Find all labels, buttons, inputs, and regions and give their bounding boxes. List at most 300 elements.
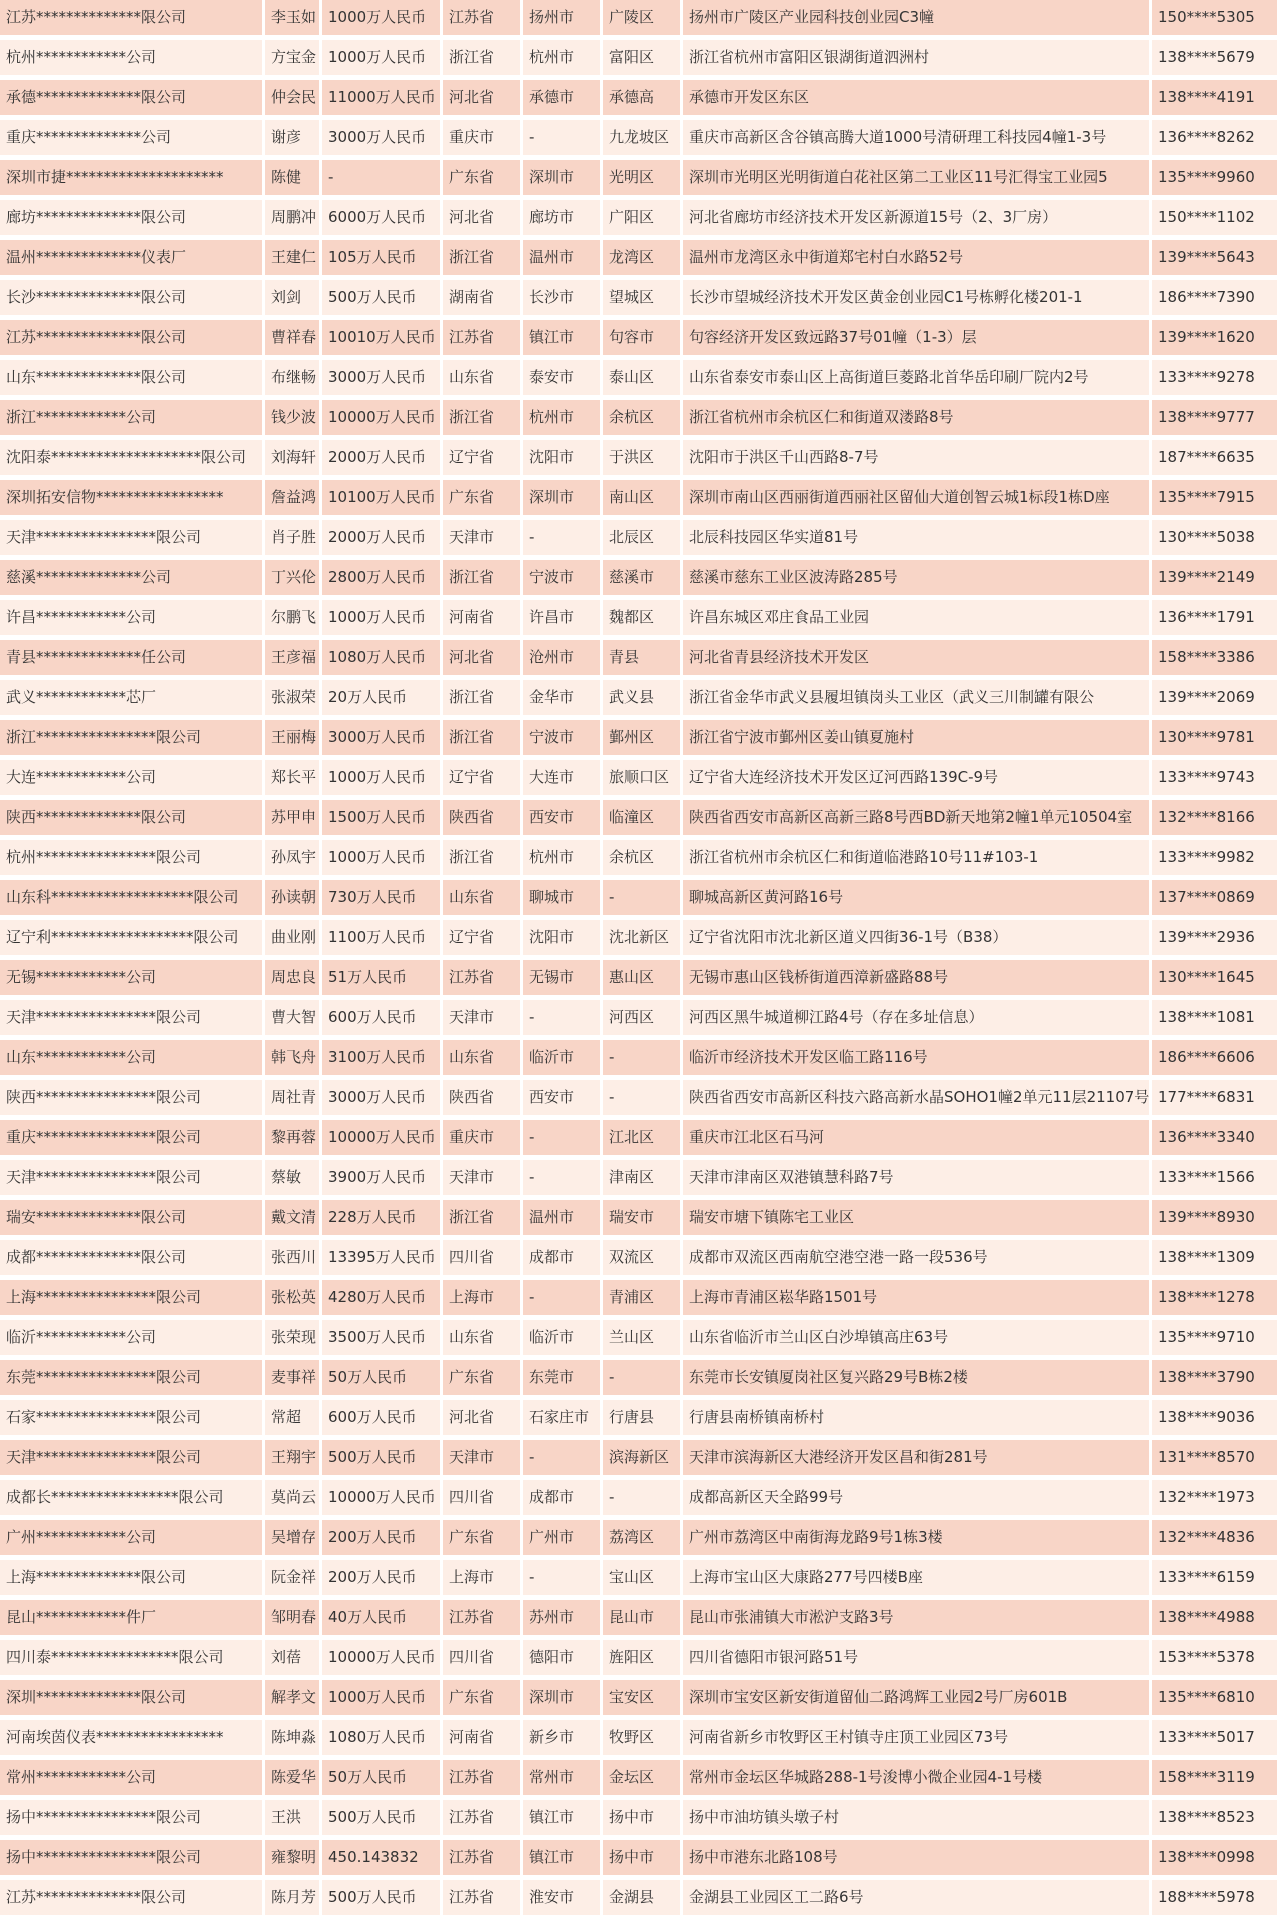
phone-cell: 138****1309 — [1152, 1240, 1277, 1275]
contact-cell: 布继畅 — [265, 360, 319, 395]
phone-cell: 137****0869 — [1152, 880, 1277, 915]
city-cell: - — [523, 1000, 600, 1035]
city-cell: 成都市 — [523, 1240, 600, 1275]
capital-cell: 1000万人民币 — [322, 1680, 440, 1715]
capital-cell: 1100万人民币 — [322, 920, 440, 955]
contact-cell: 周忠良 — [265, 960, 319, 995]
table-row — [0, 240, 1277, 275]
contact-cell: 陈月芳 — [265, 1880, 319, 1915]
contact-cell: 张西川 — [265, 1240, 319, 1275]
city-cell: - — [523, 1280, 600, 1315]
phone-cell: 136****8262 — [1152, 120, 1277, 155]
district-cell: 龙湾区 — [603, 240, 680, 275]
district-cell: 旅顺口区 — [603, 760, 680, 795]
district-cell: - — [603, 880, 680, 915]
district-cell: 于洪区 — [603, 440, 680, 475]
district-cell: 余杭区 — [603, 840, 680, 875]
district-cell: 广阳区 — [603, 200, 680, 235]
contact-cell: 戴文清 — [265, 1200, 319, 1235]
company-name-cell: 陕西****************限公司 — [0, 1080, 262, 1115]
phone-cell: 150****5305 — [1152, 0, 1277, 35]
table-row — [0, 1160, 1277, 1195]
city-cell: 镇江市 — [523, 320, 600, 355]
company-name-cell: 广州************公司 — [0, 1520, 262, 1555]
capital-cell: 3000万人民币 — [322, 360, 440, 395]
phone-cell: 133****9743 — [1152, 760, 1277, 795]
city-cell: 石家庄市 — [523, 1400, 600, 1435]
phone-cell: 135****9710 — [1152, 1320, 1277, 1355]
address-cell: 天津市津南区双港镇慧科路7号 — [683, 1160, 1149, 1195]
table-row — [0, 1880, 1277, 1915]
contact-cell: 周社青 — [265, 1080, 319, 1115]
capital-cell: 10000万人民币 — [322, 1640, 440, 1675]
city-cell: 深圳市 — [523, 160, 600, 195]
capital-cell: 228万人民币 — [322, 1200, 440, 1235]
district-cell: 北辰区 — [603, 520, 680, 555]
address-cell: 东莞市长安镇厦岗社区复兴路29号B栋2楼 — [683, 1360, 1149, 1395]
province-cell: 辽宁省 — [443, 440, 520, 475]
company-name-cell: 浙江****************限公司 — [0, 720, 262, 755]
company-name-cell: 成都**************限公司 — [0, 1240, 262, 1275]
contact-cell: 陈爱华 — [265, 1760, 319, 1795]
table-row — [0, 1560, 1277, 1595]
phone-cell: 133****9278 — [1152, 360, 1277, 395]
phone-cell: 133****1566 — [1152, 1160, 1277, 1195]
company-name-cell: 天津****************限公司 — [0, 1440, 262, 1475]
address-cell: 聊城高新区黄河路16号 — [683, 880, 1149, 915]
phone-cell: 130****1645 — [1152, 960, 1277, 995]
contact-cell: 王彦福 — [265, 640, 319, 675]
province-cell: 河南省 — [443, 600, 520, 635]
address-cell: 浙江省杭州市余杭区仁和街道临港路10号11#103-1 — [683, 840, 1149, 875]
table-row — [0, 1120, 1277, 1155]
capital-cell: 2000万人民币 — [322, 520, 440, 555]
province-cell: 浙江省 — [443, 1200, 520, 1235]
province-cell: 重庆市 — [443, 120, 520, 155]
address-cell: 浙江省杭州市富阳区银湖街道泗洲村 — [683, 40, 1149, 75]
contact-cell: 周鹏冲 — [265, 200, 319, 235]
address-cell: 行唐县南桥镇南桥村 — [683, 1400, 1149, 1435]
province-cell: 天津市 — [443, 1160, 520, 1195]
district-cell: 金坛区 — [603, 1760, 680, 1795]
table-row — [0, 1000, 1277, 1035]
district-cell: 河西区 — [603, 1000, 680, 1035]
contact-cell: 仲会民 — [265, 80, 319, 115]
district-cell: 滨海新区 — [603, 1440, 680, 1475]
city-cell: 长沙市 — [523, 280, 600, 315]
capital-cell: 2800万人民币 — [322, 560, 440, 595]
capital-cell: 1000万人民币 — [322, 0, 440, 35]
city-cell: - — [523, 1120, 600, 1155]
phone-cell: 138****0998 — [1152, 1840, 1277, 1875]
address-cell: 常州市金坛区华城路288-1号浚博小微企业园4-1号楼 — [683, 1760, 1149, 1795]
company-name-cell: 陕西**************限公司 — [0, 800, 262, 835]
company-name-cell: 上海**************限公司 — [0, 1560, 262, 1595]
address-cell: 慈溪市慈东工业区波涛路285号 — [683, 560, 1149, 595]
contact-cell: 尔鹏飞 — [265, 600, 319, 635]
table-row — [0, 560, 1277, 595]
address-cell: 辽宁省大连经济技术开发区辽河西路139C-9号 — [683, 760, 1149, 795]
contact-cell: 阮金祥 — [265, 1560, 319, 1595]
province-cell: 山东省 — [443, 360, 520, 395]
address-cell: 山东省临沂市兰山区白沙埠镇高庄63号 — [683, 1320, 1149, 1355]
city-cell: 西安市 — [523, 800, 600, 835]
province-cell: 河北省 — [443, 200, 520, 235]
capital-cell: 3900万人民币 — [322, 1160, 440, 1195]
capital-cell: - — [322, 160, 440, 195]
district-cell: - — [603, 1360, 680, 1395]
table-row — [0, 1640, 1277, 1675]
district-cell: 慈溪市 — [603, 560, 680, 595]
phone-cell: 130****5038 — [1152, 520, 1277, 555]
city-cell: 廊坊市 — [523, 200, 600, 235]
city-cell: 许昌市 — [523, 600, 600, 635]
district-cell: 临潼区 — [603, 800, 680, 835]
district-cell: - — [603, 1480, 680, 1515]
company-name-cell: 承德**************限公司 — [0, 80, 262, 115]
table-row — [0, 40, 1277, 75]
district-cell: 句容市 — [603, 320, 680, 355]
contact-cell: 刘剑 — [265, 280, 319, 315]
contact-cell: 解孝文 — [265, 1680, 319, 1715]
province-cell: 江苏省 — [443, 1760, 520, 1795]
address-cell: 河北省廊坊市经济技术开发区新源道15号（2、3厂房） — [683, 200, 1149, 235]
district-cell: 旌阳区 — [603, 1640, 680, 1675]
capital-cell: 11000万人民币 — [322, 80, 440, 115]
contact-cell: 陈坤淼 — [265, 1720, 319, 1755]
capital-cell: 3500万人民币 — [322, 1320, 440, 1355]
province-cell: 湖南省 — [443, 280, 520, 315]
capital-cell: 500万人民币 — [322, 1440, 440, 1475]
phone-cell: 133****6159 — [1152, 1560, 1277, 1595]
capital-cell: 10100万人民币 — [322, 480, 440, 515]
city-cell: - — [523, 1160, 600, 1195]
district-cell: 牧野区 — [603, 1720, 680, 1755]
address-cell: 承德市开发区东区 — [683, 80, 1149, 115]
table-row — [0, 1280, 1277, 1315]
province-cell: 浙江省 — [443, 40, 520, 75]
province-cell: 天津市 — [443, 1000, 520, 1035]
company-name-cell: 慈溪**************公司 — [0, 560, 262, 595]
table-row — [0, 360, 1277, 395]
company-name-cell: 山东科*******************限公司 — [0, 880, 262, 915]
phone-cell: 139****2069 — [1152, 680, 1277, 715]
contact-cell: 王建仁 — [265, 240, 319, 275]
city-cell: 无锡市 — [523, 960, 600, 995]
table-row — [0, 1200, 1277, 1235]
contact-cell: 曹大智 — [265, 1000, 319, 1035]
province-cell: 上海市 — [443, 1560, 520, 1595]
district-cell: 武义县 — [603, 680, 680, 715]
province-cell: 浙江省 — [443, 720, 520, 755]
contact-cell: 郑长平 — [265, 760, 319, 795]
city-cell: 临沂市 — [523, 1040, 600, 1075]
province-cell: 江苏省 — [443, 1800, 520, 1835]
district-cell: 兰山区 — [603, 1320, 680, 1355]
phone-cell: 138****4191 — [1152, 80, 1277, 115]
phone-cell: 153****5378 — [1152, 1640, 1277, 1675]
capital-cell: 1500万人民币 — [322, 800, 440, 835]
table-row — [0, 280, 1277, 315]
province-cell: 河北省 — [443, 1400, 520, 1435]
city-cell: 临沂市 — [523, 1320, 600, 1355]
capital-cell: 50万人民币 — [322, 1360, 440, 1395]
province-cell: 江苏省 — [443, 960, 520, 995]
table-row — [0, 80, 1277, 115]
address-cell: 陕西省西安市高新区高新三路8号西BD新天地第2幢1单元10504室 — [683, 800, 1149, 835]
address-cell: 深圳市宝安区新安街道留仙二路鸿辉工业园2号厂房601B — [683, 1680, 1149, 1715]
table-row — [0, 840, 1277, 875]
capital-cell: 1000万人民币 — [322, 600, 440, 635]
province-cell: 广东省 — [443, 480, 520, 515]
address-cell: 河北省青县经济技术开发区 — [683, 640, 1149, 675]
address-cell: 昆山市张浦镇大市淞沪支路3号 — [683, 1600, 1149, 1635]
company-name-cell: 江苏**************限公司 — [0, 320, 262, 355]
district-cell: 昆山市 — [603, 1600, 680, 1635]
province-cell: 浙江省 — [443, 840, 520, 875]
city-cell: 东莞市 — [523, 1360, 600, 1395]
city-cell: 温州市 — [523, 1200, 600, 1235]
city-cell: 承德市 — [523, 80, 600, 115]
phone-cell: 132****8166 — [1152, 800, 1277, 835]
city-cell: 宁波市 — [523, 560, 600, 595]
province-cell: 四川省 — [443, 1640, 520, 1675]
address-cell: 句容经济开发区致远路37号01幢（1-3）层 — [683, 320, 1149, 355]
phone-cell: 187****6635 — [1152, 440, 1277, 475]
capital-cell: 3000万人民币 — [322, 1080, 440, 1115]
province-cell: 广东省 — [443, 1360, 520, 1395]
table-row — [0, 800, 1277, 835]
province-cell: 辽宁省 — [443, 760, 520, 795]
phone-cell: 138****5679 — [1152, 40, 1277, 75]
contact-cell: 苏甲申 — [265, 800, 319, 835]
city-cell: 新乡市 — [523, 1720, 600, 1755]
province-cell: 江苏省 — [443, 0, 520, 35]
district-cell: 青县 — [603, 640, 680, 675]
address-cell: 温州市龙湾区永中街道郑宅村白水路52号 — [683, 240, 1149, 275]
province-cell: 江苏省 — [443, 1840, 520, 1875]
contact-cell: 刘蓓 — [265, 1640, 319, 1675]
capital-cell: 10010万人民币 — [322, 320, 440, 355]
table-row — [0, 880, 1277, 915]
phone-cell: 150****1102 — [1152, 200, 1277, 235]
province-cell: 陕西省 — [443, 800, 520, 835]
city-cell: 深圳市 — [523, 480, 600, 515]
table-row — [0, 1360, 1277, 1395]
city-cell: 深圳市 — [523, 1680, 600, 1715]
contact-cell: 常超 — [265, 1400, 319, 1435]
address-cell: 扬中市油坊镇头墩子村 — [683, 1800, 1149, 1835]
province-cell: 四川省 — [443, 1480, 520, 1515]
capital-cell: 450.143832 — [322, 1840, 440, 1875]
table-row — [0, 120, 1277, 155]
province-cell: 辽宁省 — [443, 920, 520, 955]
address-cell: 北辰科技园区华实道81号 — [683, 520, 1149, 555]
province-cell: 河北省 — [443, 80, 520, 115]
capital-cell: 500万人民币 — [322, 1880, 440, 1915]
capital-cell: 50万人民币 — [322, 1760, 440, 1795]
address-cell: 许昌东城区邓庄食品工业园 — [683, 600, 1149, 635]
city-cell: 聊城市 — [523, 880, 600, 915]
contact-cell: 孙凤宇 — [265, 840, 319, 875]
province-cell: 河南省 — [443, 1720, 520, 1755]
phone-cell: 188****5978 — [1152, 1880, 1277, 1915]
table-row — [0, 680, 1277, 715]
capital-cell: 1000万人民币 — [322, 40, 440, 75]
phone-cell: 138****8523 — [1152, 1800, 1277, 1835]
address-cell: 浙江省宁波市鄞州区姜山镇夏施村 — [683, 720, 1149, 755]
company-name-cell: 石家****************限公司 — [0, 1400, 262, 1435]
contact-cell: 丁兴伦 — [265, 560, 319, 595]
table-row — [0, 0, 1277, 35]
company-name-cell: 深圳市捷********************* — [0, 160, 262, 195]
company-name-cell: 沈阳泰********************限公司 — [0, 440, 262, 475]
province-cell: 重庆市 — [443, 1120, 520, 1155]
district-cell: 青浦区 — [603, 1280, 680, 1315]
contact-cell: 蔡敏 — [265, 1160, 319, 1195]
company-name-cell: 成都长*****************限公司 — [0, 1480, 262, 1515]
district-cell: 瑞安市 — [603, 1200, 680, 1235]
company-name-cell: 重庆****************限公司 — [0, 1120, 262, 1155]
table-row — [0, 1400, 1277, 1435]
province-cell: 江苏省 — [443, 1880, 520, 1915]
province-cell: 广东省 — [443, 160, 520, 195]
company-name-cell: 重庆**************公司 — [0, 120, 262, 155]
company-name-cell: 天津****************限公司 — [0, 1000, 262, 1035]
contact-cell: 李玉如 — [265, 0, 319, 35]
company-name-cell: 长沙**************限公司 — [0, 280, 262, 315]
city-cell: 扬州市 — [523, 0, 600, 35]
company-name-cell: 瑞安**************限公司 — [0, 1200, 262, 1235]
province-cell: 广东省 — [443, 1520, 520, 1555]
table-row — [0, 1480, 1277, 1515]
district-cell: 扬中市 — [603, 1840, 680, 1875]
company-name-cell: 上海****************限公司 — [0, 1280, 262, 1315]
capital-cell: 3000万人民币 — [322, 120, 440, 155]
table-row — [0, 1440, 1277, 1475]
table-row — [0, 600, 1277, 635]
address-cell: 深圳市光明区光明街道白花社区第二工业区11号汇得宝工业园5 — [683, 160, 1149, 195]
address-cell: 山东省泰安市泰山区上高街道巨菱路北首华岳印刷厂院内2号 — [683, 360, 1149, 395]
city-cell: 沈阳市 — [523, 920, 600, 955]
company-name-cell: 许昌************公司 — [0, 600, 262, 635]
district-cell: 九龙坡区 — [603, 120, 680, 155]
table-row — [0, 1080, 1277, 1115]
table-row — [0, 720, 1277, 755]
address-cell: 深圳市南山区西丽街道西丽社区留仙大道创智云城1标段1栋D座 — [683, 480, 1149, 515]
city-cell: 杭州市 — [523, 400, 600, 435]
company-name-cell: 江苏**************限公司 — [0, 1880, 262, 1915]
city-cell: - — [523, 1440, 600, 1475]
phone-cell: 132****1973 — [1152, 1480, 1277, 1515]
district-cell: - — [603, 1040, 680, 1075]
district-cell: 光明区 — [603, 160, 680, 195]
district-cell: 余杭区 — [603, 400, 680, 435]
phone-cell: 135****7915 — [1152, 480, 1277, 515]
capital-cell: 40万人民币 — [322, 1600, 440, 1635]
city-cell: 杭州市 — [523, 840, 600, 875]
capital-cell: 13395万人民币 — [322, 1240, 440, 1275]
district-cell: 南山区 — [603, 480, 680, 515]
capital-cell: 600万人民币 — [322, 1400, 440, 1435]
address-cell: 重庆市高新区含谷镇高腾大道1000号清研理工科技园4幢1-3号 — [683, 120, 1149, 155]
phone-cell: 136****3340 — [1152, 1120, 1277, 1155]
company-name-cell: 辽宁利*******************限公司 — [0, 920, 262, 955]
contact-cell: 刘海轩 — [265, 440, 319, 475]
contact-cell: 黎再蓉 — [265, 1120, 319, 1155]
contact-cell: 肖子胜 — [265, 520, 319, 555]
capital-cell: 730万人民币 — [322, 880, 440, 915]
city-cell: 成都市 — [523, 1480, 600, 1515]
capital-cell: 1000万人民币 — [322, 760, 440, 795]
phone-cell: 136****1791 — [1152, 600, 1277, 635]
table-row — [0, 1240, 1277, 1275]
company-name-cell: 无锡************公司 — [0, 960, 262, 995]
table-row — [0, 920, 1277, 955]
company-name-cell: 扬中****************限公司 — [0, 1800, 262, 1835]
province-cell: 天津市 — [443, 520, 520, 555]
address-cell: 重庆市江北区石马河 — [683, 1120, 1149, 1155]
table-row — [0, 160, 1277, 195]
company-name-cell: 临沂************公司 — [0, 1320, 262, 1355]
contact-cell: 孙读朝 — [265, 880, 319, 915]
company-name-cell: 山东**************限公司 — [0, 360, 262, 395]
capital-cell: 20万人民币 — [322, 680, 440, 715]
province-cell: 山东省 — [443, 880, 520, 915]
address-cell: 天津市滨海新区大港经济开发区昌和街281号 — [683, 1440, 1149, 1475]
company-name-cell: 江苏**************限公司 — [0, 0, 262, 35]
city-cell: 常州市 — [523, 1760, 600, 1795]
capital-cell: 10000万人民币 — [322, 1480, 440, 1515]
district-cell: 双流区 — [603, 1240, 680, 1275]
city-cell: 德阳市 — [523, 1640, 600, 1675]
contact-cell: 谢彦 — [265, 120, 319, 155]
address-cell: 成都市双流区西南航空港空港一路一段536号 — [683, 1240, 1149, 1275]
district-cell: 金湖县 — [603, 1880, 680, 1915]
table-row — [0, 200, 1277, 235]
company-name-cell: 深圳**************限公司 — [0, 1680, 262, 1715]
city-cell: 苏州市 — [523, 1600, 600, 1635]
province-cell: 天津市 — [443, 1440, 520, 1475]
capital-cell: 6000万人民币 — [322, 200, 440, 235]
capital-cell: 1080万人民币 — [322, 1720, 440, 1755]
contact-cell: 莫尚云 — [265, 1480, 319, 1515]
city-cell: 沧州市 — [523, 640, 600, 675]
phone-cell: 138****1278 — [1152, 1280, 1277, 1315]
table-row — [0, 1800, 1277, 1835]
address-cell: 无锡市惠山区钱桥街道西漳新盛路88号 — [683, 960, 1149, 995]
capital-cell: 10000万人民币 — [322, 1120, 440, 1155]
district-cell: 津南区 — [603, 1160, 680, 1195]
address-cell: 广州市荔湾区中南街海龙路9号1栋3楼 — [683, 1520, 1149, 1555]
city-cell: - — [523, 1560, 600, 1595]
table-row — [0, 1760, 1277, 1795]
phone-cell: 138****1081 — [1152, 1000, 1277, 1035]
province-cell: 浙江省 — [443, 400, 520, 435]
district-cell: 魏都区 — [603, 600, 680, 635]
capital-cell: 200万人民币 — [322, 1520, 440, 1555]
table-row — [0, 1600, 1277, 1635]
phone-cell: 138****9036 — [1152, 1400, 1277, 1435]
table-row — [0, 480, 1277, 515]
province-cell: 浙江省 — [443, 680, 520, 715]
city-cell: 宁波市 — [523, 720, 600, 755]
city-cell: 西安市 — [523, 1080, 600, 1115]
contact-cell: 曹祥春 — [265, 320, 319, 355]
city-cell: 杭州市 — [523, 40, 600, 75]
address-cell: 河西区黑牛城道柳江路4号（存在多址信息） — [683, 1000, 1149, 1035]
address-cell: 四川省德阳市银河路51号 — [683, 1640, 1149, 1675]
